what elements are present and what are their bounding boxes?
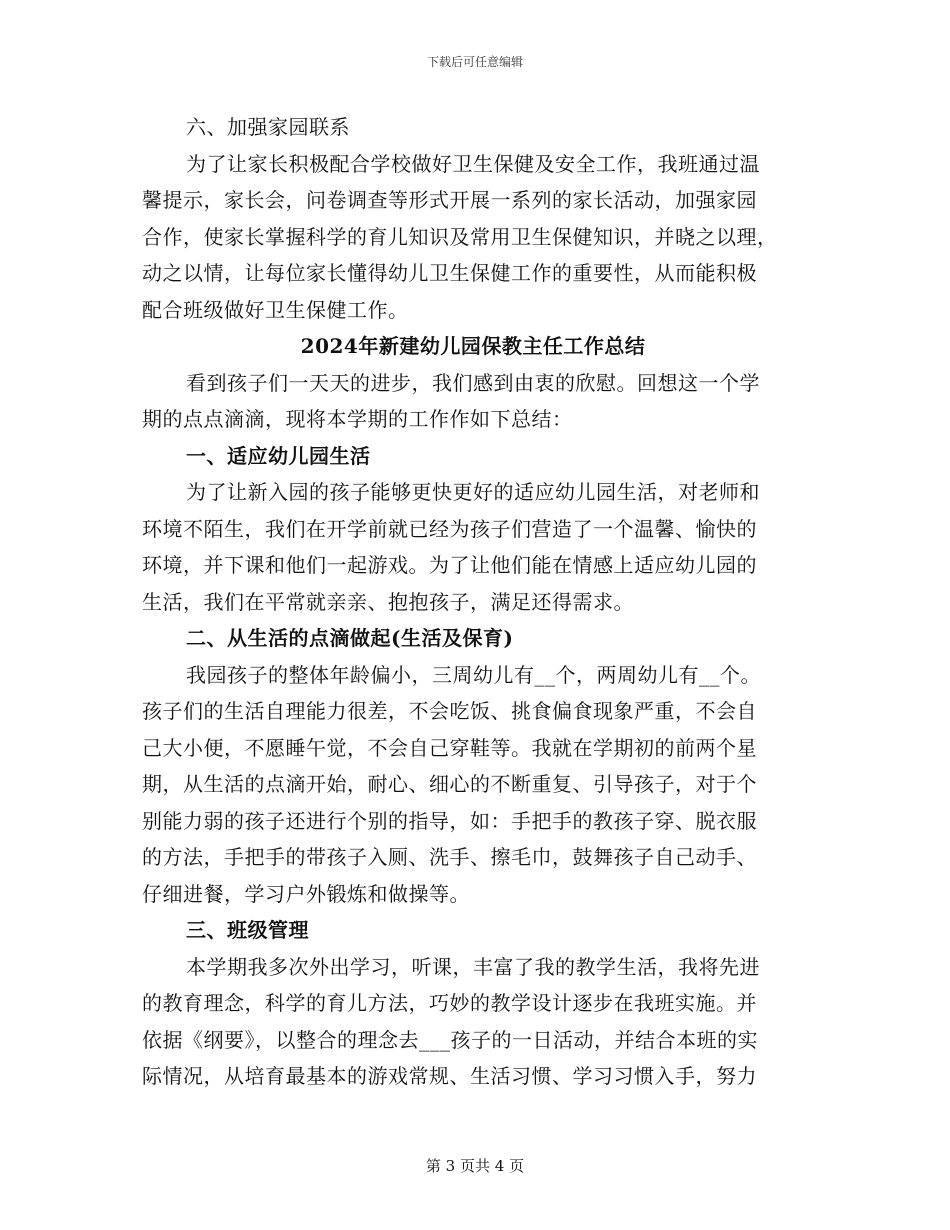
page-footer: 第 3 页共 4 页 (425, 1157, 525, 1175)
paragraph-line: 别能力弱的孩子还进行个别的指导，如：手把手的教孩子穿、脱衣服 (142, 808, 757, 833)
paragraph-line: 动之以情，让每位家长懂得幼儿卫生保健工作的重要性，从而能积极 (142, 261, 757, 285)
paragraph-line: 为了让新入园的孩子能够更快更好的适应幼儿园生活，对老师和 (186, 480, 760, 504)
paragraph-line: 我园孩子的整体年龄偏小，三周幼儿有__个，两周幼儿有__个。 (186, 662, 761, 687)
paragraph-line: 配合班级做好卫生保健工作。 (142, 297, 409, 322)
paragraph-line: 际情况，从培育最基本的游戏常规、生活习惯、学习习惯入手，努力 (142, 1064, 757, 1088)
document-body (142, 109, 804, 1095)
page-header: 下载后可任意编辑 (426, 55, 523, 69)
paragraph-line: 期的点点滴滴，现将本学期的工作作如下总结： (142, 407, 573, 431)
paragraph-line: 仔细进餐，学习户外锻炼和做操等。 (142, 881, 470, 906)
section-heading-daily-life: 二、从生活的点滴做起(生活及保育) (186, 626, 514, 650)
paragraph-line: 本学期我多次外出学习，听课，丰富了我的教学生活，我将先进 (186, 954, 760, 979)
section-heading-adapt: 一、适应幼儿园生活 (186, 443, 371, 468)
paragraph-line: 的教育理念，科学的育儿方法，巧妙的教学设计逐步在我班实施。并 (142, 991, 757, 1015)
paragraph-line: 馨提示，家长会，问卷调查等形式开展一系列的家长活动，加强家园 (142, 188, 757, 212)
paragraph-line: 合作，使家长掌握科学的育儿知识及常用卫生保健知识，并晓之以理， (142, 224, 778, 249)
paragraph-line: 期，从生活的点滴开始，耐心、细心的不断重复、引导孩子，对于个 (142, 772, 757, 796)
document-title: 2024年新建幼儿园保教主任工作总结 (300, 334, 646, 358)
section-heading-class-management: 三、班级管理 (186, 918, 309, 942)
paragraph-line: 环境不陌生，我们在开学前就已经为孩子们营造了一个温馨、愉快的 (142, 516, 757, 541)
paragraph-line: 己大小便，不愿睡午觉，不会自己穿鞋等。我就在学期初的前两个星 (142, 735, 757, 760)
section-heading-home-school: 六、加强家园联系 (186, 115, 350, 139)
paragraph-line: 环境，并下课和他们一起游戏。为了让他们能在情感上适应幼儿园的 (142, 553, 757, 577)
paragraph-line: 的方法，手把手的带孩子入厕、洗手、擦毛巾，鼓舞孩子自己动手、 (142, 845, 757, 869)
paragraph-line: 孩子们的生活自理能力很差，不会吃饭、挑食偏食现象严重，不会自 (142, 699, 757, 723)
paragraph-line: 为了让家长积极配合学校做好卫生保健及安全工作，我班通过温 (186, 151, 760, 176)
paragraph-line: 生活，我们在平常就亲亲、抱抱孩子，满足还得需求。 (142, 589, 634, 614)
paragraph-line: 依据《纲要》，以整合的理念去___孩子的一日活动，并结合本班的实 (142, 1027, 758, 1052)
paragraph-line: 看到孩子们一天天的进步，我们感到由衷的欣慰。回想这一个学 (186, 370, 760, 395)
